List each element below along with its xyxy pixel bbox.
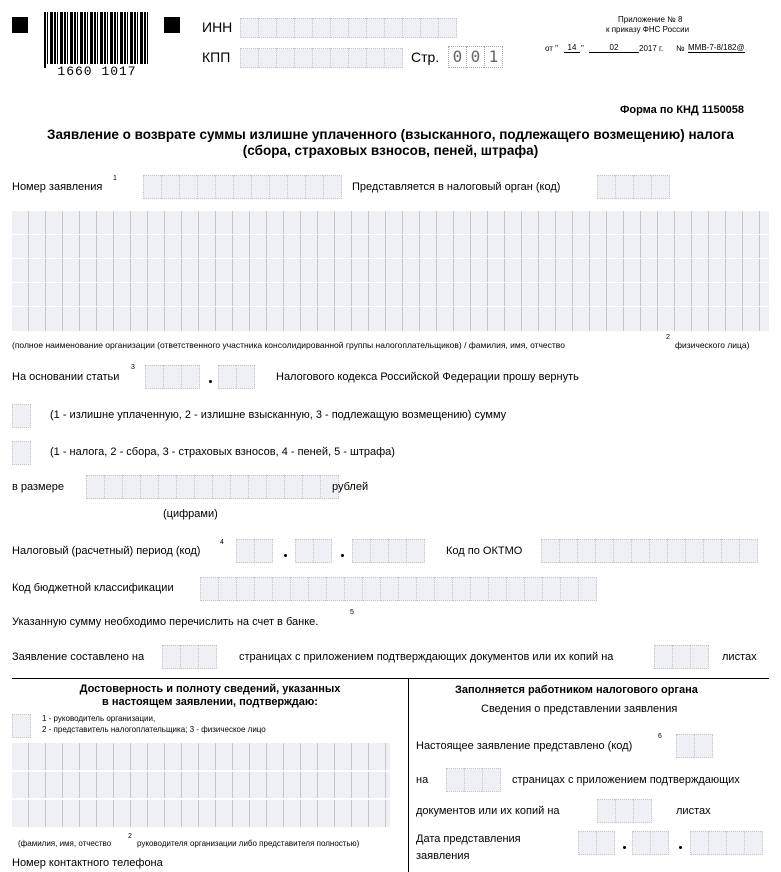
- footnote-5: 5: [350, 609, 354, 616]
- order-no-label: №: [676, 44, 685, 53]
- signer-name-caption: (фамилия, имя, отчество: [18, 839, 112, 848]
- tax-officer-title: Заполняется работником налогового органа: [455, 684, 698, 696]
- submitted-sheets-input[interactable]: [597, 799, 652, 823]
- article-number-input[interactable]: [145, 365, 200, 389]
- inn-input[interactable]: [240, 18, 457, 42]
- tax-authority-code-input[interactable]: [597, 175, 670, 199]
- org-name-input[interactable]: [12, 211, 769, 331]
- tax-authority-label: Представляется в налоговый орган (код): [352, 181, 561, 193]
- submission-date-label-2: заявления: [416, 850, 470, 862]
- submitted-label: Настоящее заявление представлено (код): [416, 740, 633, 752]
- contact-phone-label: Номер контактного телефона: [12, 857, 163, 869]
- sheets-count-input[interactable]: [654, 645, 709, 669]
- order-quote: ": [581, 44, 584, 53]
- page-label: Стр.: [411, 49, 440, 65]
- payment-type-input[interactable]: [12, 441, 31, 465]
- oktmo-input[interactable]: [541, 539, 758, 563]
- footnote-2-left: 2: [128, 833, 132, 840]
- order-month: 02: [589, 43, 639, 53]
- page-digit: 1: [484, 46, 503, 68]
- page-digit: 0: [466, 46, 484, 68]
- registration-mark-left: [12, 17, 28, 33]
- registration-mark-right: [164, 17, 180, 33]
- org-name-caption-end: физического лица): [675, 340, 750, 350]
- digits-caption: (цифрами): [163, 508, 218, 520]
- pages-middle: страницах с приложением подтверждающих документов или их копий на: [239, 651, 614, 663]
- submission-year-input[interactable]: [690, 831, 763, 855]
- submission-date-label-1: Дата представления: [416, 833, 521, 845]
- article-basis-label: На основании статьи: [12, 371, 120, 383]
- confirmation-title-line1: Достоверность и полноту сведений, указанных: [79, 683, 341, 695]
- pages-prefix: Заявление составлено на: [12, 651, 145, 663]
- payment-type-label: (1 - налога, 2 - сбора, 3 - страховых взносов, 4 - пеней, 5 - штрафа): [50, 446, 395, 458]
- signer-option-1: 1 - руководитель организации,: [42, 714, 156, 723]
- confirmation-title: [12, 683, 408, 709]
- appendix-line2: к приказу ФНС России: [606, 25, 690, 34]
- form-title: [0, 127, 781, 159]
- tax-period-label: Налоговый (расчетный) период (код): [12, 545, 201, 557]
- order-date-prefix: от ": [545, 44, 558, 53]
- amount-type-input[interactable]: [12, 404, 31, 428]
- footnote-4: 4: [220, 539, 224, 546]
- form-title-line1: Заявление о возврате суммы излишне уплаченного (взысканного, подлежащего возмещению) налога: [47, 127, 734, 142]
- period-separator-1: [284, 554, 287, 557]
- tax-code-text: Налогового кодекса Российской Федерации прошу вернуть: [276, 371, 579, 383]
- submission-info-subtitle: Сведения о представлении заявления: [481, 703, 678, 715]
- submitted-docs-text: документов или их копий на: [416, 805, 560, 817]
- kpp-label: КПП: [202, 49, 231, 65]
- submission-month-input[interactable]: [632, 831, 669, 855]
- footnote-6: 6: [658, 733, 662, 740]
- order-day: 14: [564, 43, 580, 53]
- pages-suffix: листах: [722, 651, 757, 663]
- tax-period-year-input[interactable]: [352, 539, 425, 563]
- period-separator-2: [341, 554, 344, 557]
- submitted-pages-input[interactable]: [446, 768, 501, 792]
- footnote-2: 2: [666, 334, 670, 341]
- date-separator-1: [623, 846, 626, 849]
- application-number-input[interactable]: [143, 175, 342, 199]
- amount-input[interactable]: [86, 475, 339, 499]
- signer-name-input[interactable]: [12, 743, 390, 827]
- submitted-sheets-label: листах: [676, 805, 711, 817]
- kbk-label: Код бюджетной классификации: [12, 582, 174, 594]
- amount-label: в размере: [12, 481, 64, 493]
- article-separator: [209, 380, 212, 383]
- article-part-input[interactable]: [218, 365, 255, 389]
- signer-option-2: 2 - представитель налогоплательщика; 3 - физическое лицо: [42, 725, 266, 734]
- pages-count-input[interactable]: [162, 645, 217, 669]
- footnote-3: 3: [131, 364, 135, 371]
- submission-day-input[interactable]: [578, 831, 615, 855]
- org-name-caption: (полное наименование организации (ответственного участника консолидированной группы налогоплательщиков) / фамилия, имя, отчество: [12, 340, 565, 350]
- signer-type-input[interactable]: [12, 714, 31, 738]
- bank-transfer-text: Указанную сумму необходимо перечислить на счет в банке.: [12, 616, 319, 628]
- oktmo-label: Код по ОКТМО: [446, 545, 523, 557]
- tax-period-number-input[interactable]: [295, 539, 332, 563]
- footnote-1: 1: [113, 175, 117, 182]
- kbk-input[interactable]: [200, 577, 597, 601]
- order-no: ММВ-7-8/182@: [688, 43, 745, 52]
- page-number: [448, 46, 503, 68]
- appendix-line1: Приложение № 8: [618, 15, 683, 24]
- section-divider: [12, 678, 769, 679]
- application-number-label: Номер заявления: [12, 181, 103, 193]
- tax-period-code-input[interactable]: [236, 539, 273, 563]
- barcode-number: 1660 1017: [46, 64, 148, 79]
- amount-type-label: (1 - излишне уплаченную, 2 - излишне взысканную, 3 - подлежащую возмещению) сумму: [50, 409, 507, 421]
- on-label: на: [416, 774, 429, 786]
- kpp-input[interactable]: [240, 48, 403, 72]
- inn-label: ИНН: [202, 19, 233, 35]
- date-separator-2: [679, 846, 682, 849]
- submission-code-input[interactable]: [676, 734, 713, 758]
- form-code: Форма по КНД 1150058: [620, 104, 745, 116]
- barcode: [44, 12, 150, 68]
- panel-divider: [408, 678, 409, 872]
- order-year: 2017 г.: [639, 44, 664, 53]
- currency-label: рублей: [332, 481, 369, 493]
- confirmation-title-line2: в настоящем заявлении, подтверждаю:: [102, 696, 318, 708]
- form-title-line2: (сбора, страховых взносов, пеней, штрафа): [242, 143, 539, 158]
- signer-name-caption-end: руководителя организации либо представителя полностью): [137, 839, 360, 848]
- submitted-pages-text: страницах с приложением подтверждающих: [512, 774, 740, 786]
- page-digit: 0: [448, 46, 466, 68]
